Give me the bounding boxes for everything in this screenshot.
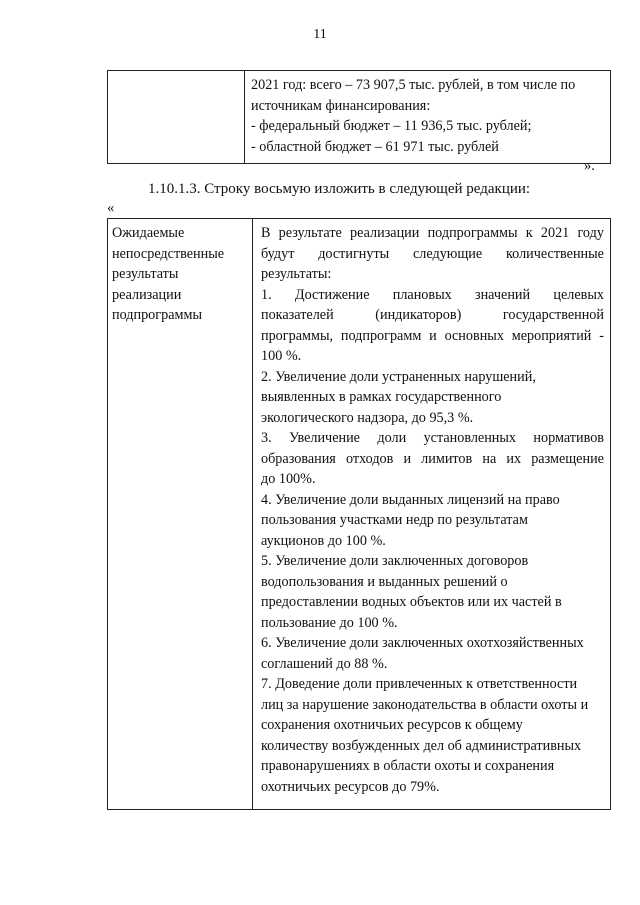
- results-word: достигнуты: [318, 245, 390, 262]
- results-word: к: [525, 225, 533, 241]
- amendment-instruction: 1.10.1.3. Строку восьмую изложить в следующей редакции:: [148, 181, 531, 197]
- results-word: (индикаторов): [375, 307, 462, 323]
- results-word: В: [261, 225, 271, 241]
- funding-line: 2021 год: всего – 73 907,5 тыс. рублей, в том числе по: [251, 77, 576, 93]
- results-word: 1.: [261, 286, 272, 303]
- results-word: показателей: [261, 307, 334, 323]
- results-line: правонарушениях в области охоты и сохранения: [261, 758, 555, 774]
- results-word: плановых: [392, 286, 452, 303]
- results-line: 7. Доведение доли привлеченных к ответственности: [261, 676, 578, 692]
- funding-line: - областной бюджет – 61 971 тыс. рублей: [251, 138, 499, 155]
- results-line: 100 %.: [261, 348, 302, 364]
- results-word: подпрограммы: [427, 225, 518, 241]
- results-word: реализации: [350, 225, 420, 241]
- results-label-line: результаты: [112, 266, 179, 282]
- results-line: экологического надзора, до 95,3 %.: [261, 409, 474, 426]
- results-label-cell: [108, 219, 253, 810]
- results-line: сохранения охотничьих ресурсов к общему: [261, 717, 523, 733]
- results-line: водопользования и выданных решений о: [261, 573, 508, 590]
- results-word: на: [482, 450, 497, 467]
- results-word: количественные: [506, 245, 604, 262]
- results-word: подпрограмм: [340, 327, 422, 344]
- results-line: лиц за нарушение законодательства в области охоты и: [261, 696, 589, 713]
- results-word: образования: [261, 450, 336, 467]
- results-line: предоставлении водных объектов или их частей в: [261, 594, 562, 610]
- results-word: Достижение: [294, 286, 370, 303]
- results-word: размещение: [531, 450, 604, 467]
- results-word: лимитов: [421, 450, 473, 467]
- results-word: их: [506, 450, 522, 467]
- results-word: программы,: [261, 327, 334, 344]
- results-word: будут: [261, 245, 295, 262]
- results-line: 5. Увеличение доли заключенных договоров: [261, 553, 529, 569]
- results-word: году: [577, 225, 604, 241]
- results-label-line: Ожидаемые: [112, 225, 185, 241]
- results-line: [261, 223, 604, 244]
- results-word: отходов: [345, 450, 394, 467]
- results-label-line: непосредственные: [112, 245, 225, 262]
- funding-line: источникам финансирования:: [251, 97, 431, 114]
- results-word: 2021: [540, 225, 570, 241]
- results-line: 6. Увеличение доли заключенных охотхозяйственных: [261, 635, 584, 651]
- results-label-line: подпрограммы: [112, 307, 202, 323]
- results-line: пользования участками недр по результатам: [261, 512, 528, 528]
- results-line: [261, 285, 604, 306]
- results-label-line: реализации: [112, 286, 182, 303]
- results-line: [261, 428, 604, 449]
- results-line: 2. Увеличение доли устраненных нарушений,: [261, 368, 536, 385]
- results-word: -: [599, 327, 604, 344]
- results-line: выявленных в рамках государственного: [261, 389, 502, 405]
- opening-quote: «: [107, 200, 115, 216]
- closing-quote: ».: [584, 158, 595, 174]
- results-line: аукционов до 100 %.: [261, 532, 386, 549]
- results-word: следующие: [412, 245, 483, 262]
- results-word: доли: [377, 430, 407, 446]
- results-line: соглашений до 88 %.: [261, 655, 388, 672]
- results-line: количеству возбужденных дел об административных: [261, 737, 582, 754]
- results-line: [261, 244, 604, 265]
- results-word: государственной: [502, 307, 604, 323]
- funding-table: [107, 70, 611, 164]
- results-word: значений: [474, 286, 531, 303]
- page-number: 11: [313, 27, 327, 42]
- results-word: нормативов: [533, 430, 604, 446]
- results-word: Увеличение: [289, 430, 360, 446]
- funding-line: - федеральный бюджет – 11 936,5 тыс. рублей;: [251, 118, 532, 134]
- results-line: результаты:: [261, 266, 332, 282]
- results-line: [261, 449, 604, 470]
- results-word: основных: [444, 327, 504, 344]
- results-line: [261, 326, 604, 347]
- results-text-cell: [253, 219, 611, 810]
- results-word: установленных: [423, 430, 517, 446]
- results-line: [261, 305, 604, 326]
- results-line: пользование до 100 %.: [261, 614, 398, 631]
- results-word: целевых: [553, 286, 604, 303]
- results-word: 3.: [261, 430, 272, 446]
- results-line: 4. Увеличение доли выданных лицензий на право: [261, 491, 560, 508]
- results-word: и: [429, 327, 437, 344]
- funding-text-cell: [245, 71, 611, 164]
- results-word: мероприятий: [511, 327, 592, 344]
- results-table: [107, 218, 611, 810]
- results-line: до 100%.: [261, 471, 316, 487]
- results-line: охотничьих ресурсов до 79%.: [261, 778, 440, 795]
- results-word: результате: [278, 225, 342, 241]
- funding-label-cell: [108, 71, 245, 164]
- results-word: и: [403, 450, 412, 467]
